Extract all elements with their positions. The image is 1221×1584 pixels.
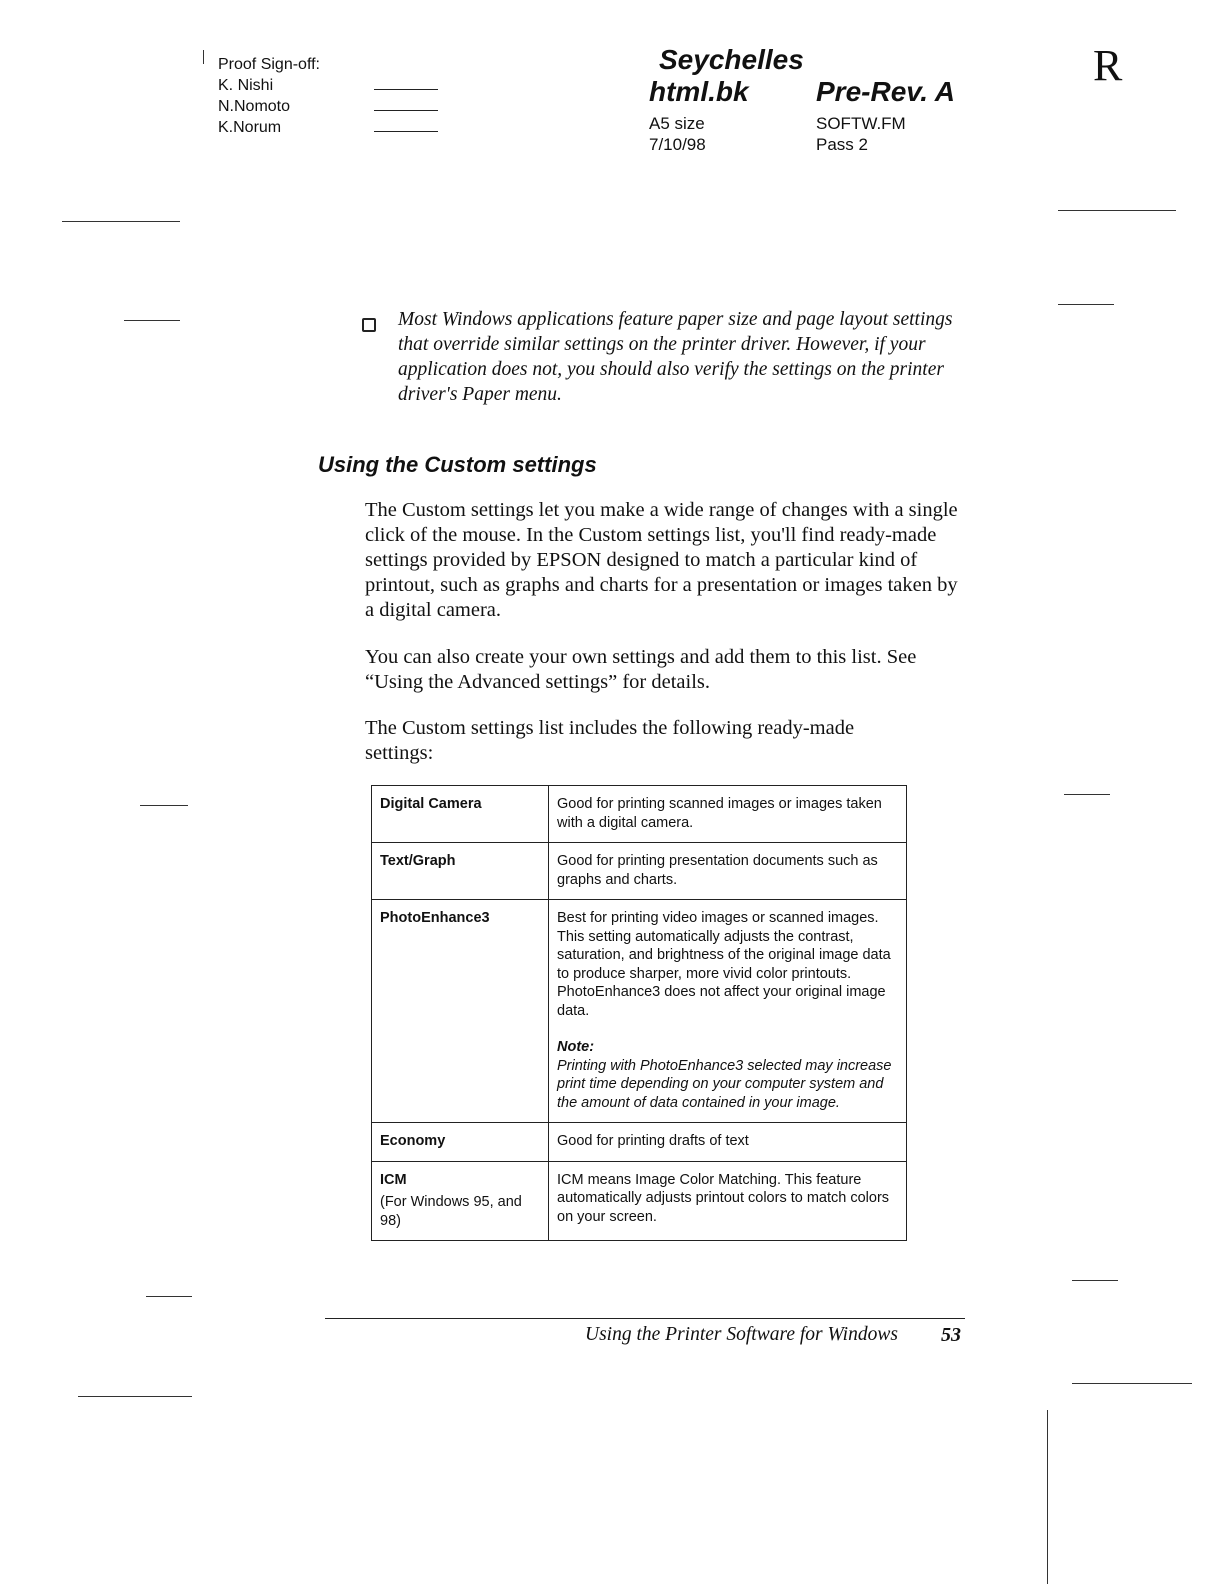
setting-name-qualifier: (For Windows 95, and 98) [380,1194,522,1229]
page-number: 53 [941,1324,961,1346]
setting-name: Digital Camera [372,786,549,843]
book-file: html.bk [649,76,749,107]
setting-description: Good for printing scanned images or images taken with a digital camera. [549,786,907,843]
setting-description: ICM means Image Color Matching. This feature automatically adjusts printout colors to match colors on your screen. [549,1161,907,1241]
setting-description: Best for printing video images or scanned images. This setting automatically adjusts the contrast, saturation, and brightness of the original image data to produce sharper, more vivid color printouts. PhotoEnhance3 does not affect your original image data. [557,910,891,1019]
print-date: 7/10/98 [649,135,706,154]
table-row [372,786,907,843]
table-note-label: Note: [557,1039,595,1055]
revision-label: Pre-Rev. A [816,76,956,107]
signature-line [374,110,438,111]
crop-line [1064,794,1110,795]
body-paragraph: You can also create your own settings and add them to this list. See “Using the Advanced settings” for details. [365,646,917,693]
setting-name: Text/Graph [372,843,549,900]
crop-line [140,805,188,806]
proof-signoff-block [218,54,320,138]
setting-name: ICM [380,1171,407,1188]
source-file: SOFTW.FM [816,114,906,133]
bullet-checkbox-icon [362,318,376,332]
crop-line [1058,210,1176,211]
crop-line [1072,1280,1118,1281]
table-row [372,1123,907,1162]
crop-line [124,320,180,321]
body-paragraph: The Custom settings list includes the following ready-made settings: [365,717,855,764]
body-paragraph: The Custom settings let you make a wide range of changes with a single click of the mouse. In the Custom settings list, you'll find ready-made settings provided by EPSON designed to match a particular kind of printout, such as graphs and charts for a presentation or images taken by a digital camera. [365,499,958,621]
crop-line [146,1296,192,1297]
proof-signoff-label: Proof Sign-off: [218,56,320,73]
crop-line [1072,1383,1192,1384]
registration-tick [203,50,204,64]
setting-description: Good for printing presentation documents such as graphs and charts. [549,843,907,900]
footer-title: Using the Printer Software for Windows [585,1324,898,1345]
table-row [372,843,907,900]
book-title: Seychelles [659,44,804,75]
footer-rule [325,1318,965,1319]
signer-name: N.Nomoto [218,98,291,115]
setting-description: Good for printing drafts of text [549,1123,907,1162]
table-row [372,1161,907,1241]
setting-name: PhotoEnhance3 [372,900,549,1123]
section-heading: Using the Custom settings [318,452,597,477]
pass-label: Pass 2 [816,135,868,154]
setting-name-cell [372,1161,549,1241]
crop-mark-vertical [1047,1410,1048,1584]
corner-mark: R [1093,41,1123,90]
signer-name: K. Nishi [218,77,274,94]
custom-settings-table [371,785,907,1241]
crop-line [62,221,180,222]
setting-name: Economy [372,1123,549,1162]
table-note-text: Printing with PhotoEnhance3 selected may increase print time depending on your computer system and the amount of data contained in your image. [557,1057,892,1111]
crop-line [1058,304,1114,305]
signature-line [374,131,438,132]
bullet-note: Most Windows applications feature paper size and page layout settings that override similar settings on the printer driver. However, if your application does not, you should also verify the settings on the printer driver's Paper menu. [398,309,953,405]
signature-line [374,89,438,90]
page-size: A5 size [649,114,705,133]
crop-line [78,1396,192,1397]
signer-name: K.Norum [218,119,282,136]
setting-description-cell [549,900,907,1123]
table-row [372,900,907,1123]
